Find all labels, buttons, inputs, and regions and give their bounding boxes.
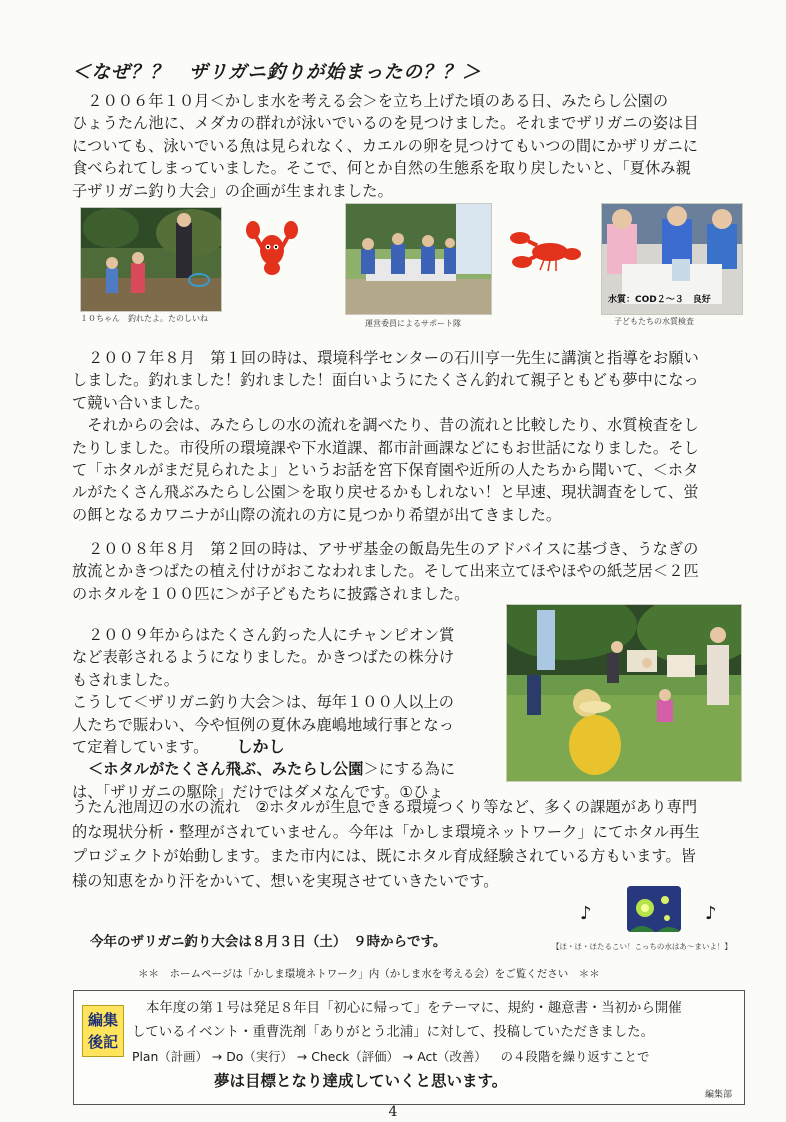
- text-line: のホタルを１００匹に＞が子どもたちに披露されました。: [72, 584, 470, 603]
- text-line: についても、泳いでいる魚は見られなく、カエルの卵を見つけてもいつの間にかザリガニに: [72, 136, 699, 155]
- homepage-notice: ＊＊ ホームページは「かしま環境ネトワーク」内（かしま水を考える会）をご覧ください ＊＊: [138, 968, 600, 980]
- text-line: 的な現状分析・整理がされていません。今年は「かしま環境ネットワーク」にてホタル再生: [72, 822, 700, 841]
- section-2009: [72, 624, 455, 803]
- section-conclusion: [72, 795, 700, 893]
- text-line: など表彰されるようになりました。かきつばたの株分け: [72, 648, 455, 667]
- text-line: しました。釣れました！釣れました！面白いようにたくさん釣れて親子ともども夢中になっ: [72, 371, 699, 390]
- firefly-caption: 【ほ・ほ・ほたるこい！こっちの水はあ～まいよ！】: [552, 942, 732, 951]
- photo-caption: 子どもたちの水質検査: [614, 317, 694, 326]
- badge-line: 後記: [87, 1033, 118, 1051]
- text-line: ルがたくさん飛ぶみたらし公園＞を取り戻せるかもしれない！と早速、現状調査をして、蛍: [72, 483, 699, 502]
- text-line: 本年度の第１号は発足８年目「初心に帰って」をテーマに、規約・趣意書・当初から開催: [146, 1001, 682, 1016]
- text-line: プロジェクトが始動します。また市内には、既にホタル育成経験されている方もいます。皆: [72, 847, 697, 866]
- text-line: ２００７年８月 第１回の時は、環境科学センターの石川亨一先生に講演と指導をお願い: [88, 349, 699, 367]
- text-line: ２００８年８月 第２回の時は、アサザ基金の飯島先生のアドバイスに基づき、うなぎの: [88, 540, 699, 558]
- intro-paragraph: [72, 90, 699, 202]
- pdca-check: Check: [311, 1049, 350, 1064]
- text-line: 様の知恵をかり汗をかいて、想いを実現させていきたいです。: [72, 871, 499, 890]
- text-line: は、「ザリガニの駆除」だけではダメなんです。①ひょ: [72, 782, 444, 801]
- emphasis-text: ＜ホタルがたくさん飛ぶ、みたらし公園: [88, 760, 364, 779]
- text-line: ２００９年からはたくさん釣った人にチャンピオン賞: [88, 626, 455, 644]
- text-line: たりしました。市役所の環境課や下水道課、都市計画課などにもお世話になりました。そし: [72, 438, 699, 457]
- photo-kids-fishing: [80, 207, 222, 312]
- arrow-icon: →: [296, 1049, 308, 1064]
- editor-note-text: [132, 997, 682, 1069]
- water-quality-label: 水質：COD２～３ 良好: [608, 295, 711, 305]
- crayfish-icon: [245, 220, 300, 282]
- text-line: ひょうたん池に、メダカの群れが泳いでいるのを見つけました。それまでザリガニの姿は目: [72, 114, 699, 133]
- editor-note-box: [73, 990, 745, 1105]
- photo-water-test: [601, 203, 743, 315]
- text-line: それからの会は、みたらしの水の流れを調べたり、昔の流れと比較したり、水質検査をし: [72, 416, 699, 435]
- editor-closing: 夢は目標となり達成していくと思います。: [214, 1072, 508, 1090]
- text-line: [72, 736, 455, 758]
- editor-note-badge: [82, 1005, 124, 1057]
- lobster-icon: [510, 228, 582, 278]
- text-line: しているイベント・重曹洗剤「ありがとう北浦」に対して、投稿していただきました。: [132, 1025, 654, 1040]
- arrow-icon: →: [402, 1049, 414, 1064]
- photo-support-team: [345, 203, 492, 315]
- section-2008: [72, 538, 699, 605]
- event-notice: 今年のザリガニ釣り大会は８月３日（土） ９時からです。: [90, 934, 447, 950]
- photo-caption: １０ちゃん 釣れたよ。たのしいね: [80, 314, 208, 323]
- text-line: [72, 758, 455, 780]
- badge-line: 編集: [87, 1011, 118, 1029]
- text-line: ２００６年１０月＜かしま水を考える会＞を立ち上げた頃のある日、みたらし公園の: [72, 92, 669, 110]
- text-line: て「ホタルがまだ見られたよ」というお話を宮下保育園や近所の人たちから聞いて、＜ホタ: [72, 461, 699, 480]
- text-line: て競い合いました。: [72, 393, 210, 412]
- editor-signature: 編集部: [704, 1090, 732, 1100]
- text-line: の餌となるカワニナが山際の流れの方に見つかり希望が出てきました。: [72, 505, 562, 524]
- text-line: もされました。: [72, 670, 180, 689]
- text-line: こうして＜ザリガニ釣り大会＞は、毎年１００人以上の: [72, 693, 455, 712]
- article-heading: ＜なぜ？？ ザリガニ釣りが始まったの？？＞: [72, 62, 482, 83]
- text-line: 放流とかきつばたの植え付けがおこなわれました。そして出来立てほやほやの紙芝居＜２匹: [72, 562, 699, 581]
- firefly-illustration: [627, 886, 681, 932]
- photo-caption: 運営委員によるサポート隊: [365, 319, 461, 328]
- section-2007: [72, 347, 699, 526]
- pdca-plan: Plan: [132, 1049, 159, 1064]
- text-line: 食べられてしまっていました。そこで、何とか自然の生態系を取り戻したいと、「夏休み親: [72, 159, 691, 178]
- text-line: 人たちで賑わい、今や恒例の夏休み鹿嶋地域行事となっ: [72, 715, 455, 734]
- music-note-icon: ♪: [580, 903, 592, 924]
- text-segment: ＞にする為に: [363, 760, 456, 779]
- pdca-do: Do: [226, 1049, 244, 1064]
- text-line: 子ザリガニ釣り大会」の企画が生まれました。: [72, 181, 393, 200]
- page-number: 4: [388, 1104, 398, 1120]
- arrow-icon: →: [211, 1049, 223, 1064]
- pdca-line: Plan（計画） → Do（実行） → Check（評価） → Act（改善） の４段階を繰り返すことで: [132, 1049, 650, 1064]
- photo-event-park: [506, 604, 742, 782]
- text-segment: て定着しています。: [72, 738, 209, 757]
- music-note-icon: ♪: [705, 903, 717, 924]
- emphasis-text: しかし: [236, 737, 285, 757]
- pdca-act: Act: [417, 1049, 438, 1064]
- pdca-tail: の４段階を繰り返すことで: [500, 1049, 650, 1064]
- text-line: うたん池周辺の水の流れ ②ホタルが生息できる環境つくり等など、多くの課題があり専門: [72, 798, 698, 816]
